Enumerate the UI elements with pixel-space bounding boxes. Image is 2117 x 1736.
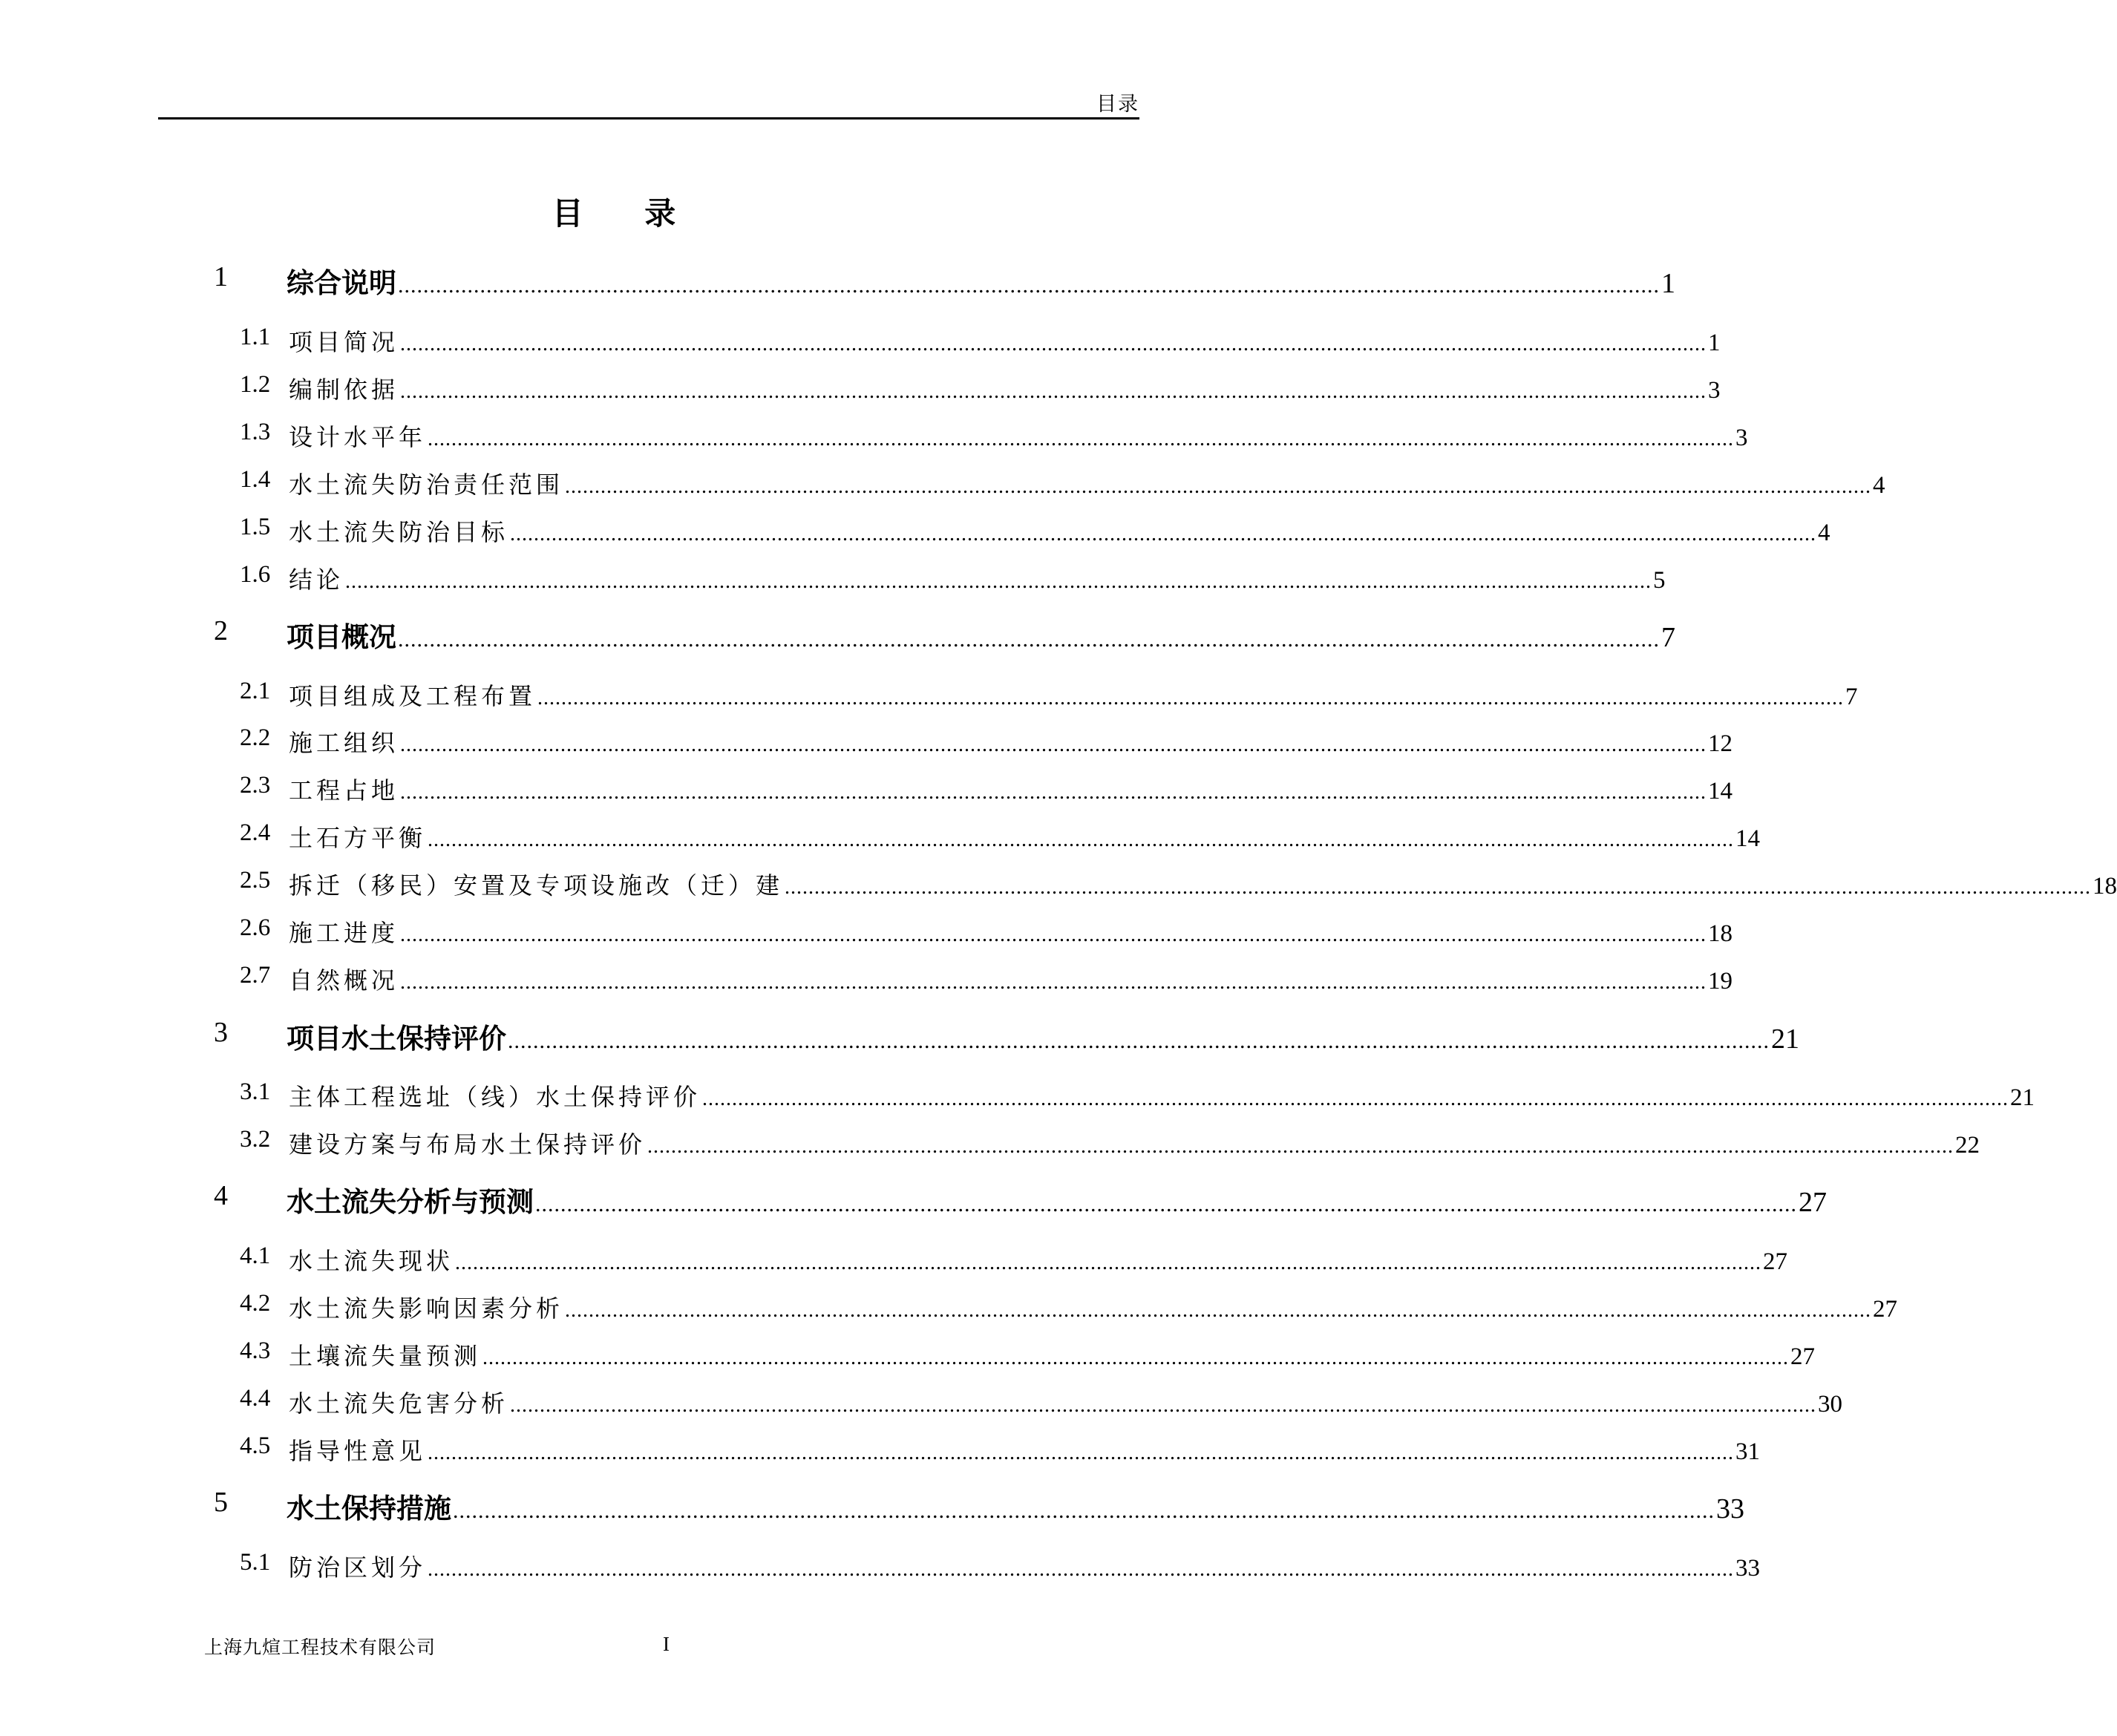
toc-section-entry[interactable] — [0, 1120, 1980, 1159]
toc-dot-leader: ............................................................................................................................................................................................................................ — [702, 1087, 2009, 1110]
toc-dot-leader: ............................................................................................................................................................................................................................ — [537, 687, 1845, 710]
toc-section-entry[interactable] — [0, 365, 1721, 404]
toc-entry-title: 防治区划分 — [289, 1553, 427, 1582]
toc-entry-title: 项目水土保持评价 — [287, 1023, 506, 1055]
toc-section-entry[interactable] — [0, 956, 1733, 995]
toc-entry-number: 2 — [214, 615, 228, 646]
toc-entry-number: 1.1 — [240, 324, 271, 350]
toc-section-entry[interactable] — [0, 318, 1721, 356]
toc-dot-leader: ........................................................................................................................................................................................................ — [398, 273, 1660, 298]
toc-entry-title: 土石方平衡 — [289, 824, 427, 852]
toc-dot-leader: ........................................................................................................................................................................................................ — [535, 1192, 1797, 1216]
toc-chapter-entry[interactable] — [0, 1010, 1799, 1055]
toc-entry-number: 4.5 — [240, 1432, 271, 1459]
toc-entry-page: 18 — [2093, 873, 2117, 900]
toc-entry-title: 编制依据 — [289, 376, 399, 404]
toc-entry-number: 1.3 — [240, 419, 271, 445]
toc-entry-title: 拆迁（移民）安置及专项设施改（迁）建 — [289, 871, 784, 900]
toc-dot-leader: ............................................................................................................................................................................................................................ — [428, 1558, 1735, 1581]
toc-section-entry[interactable] — [0, 413, 1748, 451]
toc-dot-leader: ............................................................................................................................................................................................................................ — [400, 380, 1707, 403]
toc-entry-title: 自然概况 — [289, 966, 399, 995]
toc-dot-leader: ............................................................................................................................................................................................................................ — [565, 1299, 1872, 1322]
toc-dot-leader: ............................................................................................................................................................................................................................ — [565, 475, 1872, 498]
toc-entry-number: 4.3 — [240, 1337, 271, 1364]
toc-chapter-entry[interactable] — [0, 255, 1675, 299]
toc-entry-title: 结论 — [289, 566, 344, 594]
toc-section-entry[interactable] — [0, 1072, 2035, 1111]
toc-entry-page: 21 — [1771, 1023, 1799, 1055]
toc-entry-page: 31 — [1735, 1438, 1761, 1465]
toc-section-entry[interactable] — [0, 1237, 1788, 1275]
toc-section-entry[interactable] — [0, 460, 1885, 499]
toc-entry-number: 2.3 — [240, 772, 271, 799]
toc-entry-number: 3.2 — [240, 1126, 271, 1153]
toc-dot-leader: ............................................................................................................................................................................................................................ — [400, 333, 1707, 356]
toc-entry-number: 2.5 — [240, 867, 271, 894]
toc-dot-leader: ............................................................................................................................................................................................................................ — [428, 1441, 1735, 1464]
toc-entry-number: 2.1 — [240, 678, 271, 704]
toc-section-entry[interactable] — [0, 1284, 1898, 1323]
toc-section-entry[interactable] — [0, 1379, 1843, 1418]
toc-section-entry[interactable] — [0, 508, 1830, 546]
toc-dot-leader: ............................................................................................................................................................................................................................ — [510, 1394, 1817, 1417]
toc-section-entry[interactable] — [0, 555, 1666, 594]
toc-entry-title: 水土流失防治目标 — [289, 518, 509, 546]
toc-entry-title: 水土保持措施 — [287, 1493, 451, 1524]
toc-entry-page: 7 — [1661, 622, 1675, 653]
toc-entry-page: 21 — [2010, 1084, 2035, 1111]
toc-entry-number: 3.1 — [240, 1078, 271, 1105]
toc-entry-number: 4.2 — [240, 1290, 271, 1317]
toc-dot-leader: ............................................................................................................................................................................................................................ — [785, 876, 2092, 899]
toc-entry-page: 33 — [1716, 1493, 1744, 1524]
toc-dot-leader: ............................................................................................................................................................................................................................ — [455, 1251, 1762, 1274]
toc-entry-page: 14 — [1735, 825, 1761, 852]
toc-entry-page: 4 — [1818, 520, 1830, 546]
toc-entry-title: 设计水平年 — [289, 423, 427, 451]
toc-entry-page: 4 — [1873, 472, 1885, 499]
toc-section-entry[interactable] — [0, 813, 1761, 852]
toc-entry-number: 1.6 — [240, 561, 271, 588]
toc-entry-page: 1 — [1661, 268, 1675, 299]
toc-entry-title: 水土流失影响因素分析 — [289, 1294, 564, 1323]
footer-page-number: I — [663, 1633, 670, 1655]
header-label: 目录 — [1096, 93, 1139, 115]
footer-company-name: 上海九煊工程技术有限公司 — [204, 1638, 436, 1658]
toc-entry-page: 1 — [1708, 330, 1721, 356]
toc-entry-number: 2.2 — [240, 724, 271, 751]
toc-entry-page: 3 — [1735, 425, 1748, 451]
toc-dot-leader: ............................................................................................................................................................................................................................ — [400, 923, 1707, 946]
toc-entry-title: 水土流失现状 — [289, 1247, 454, 1275]
toc-entry-page: 18 — [1708, 920, 1733, 947]
toc-entry-page: 27 — [1873, 1296, 1898, 1323]
toc-entry-title: 土壤流失量预测 — [289, 1342, 482, 1370]
toc-entry-page: 27 — [1763, 1248, 1788, 1275]
toc-dot-leader: ........................................................................................................................................................................................................ — [398, 627, 1660, 652]
toc-section-entry[interactable] — [0, 672, 1858, 710]
page-footer — [0, 1633, 1228, 1663]
toc-entry-number: 4.4 — [240, 1385, 271, 1412]
toc-entry-number: 1.2 — [240, 371, 271, 398]
toc-entry-page: 5 — [1653, 567, 1666, 594]
toc-entry-title: 综合说明 — [287, 267, 396, 299]
toc-entry-page: 30 — [1818, 1391, 1843, 1418]
toc-entry-title: 指导性意见 — [289, 1437, 427, 1465]
toc-dot-leader: ............................................................................................................................................................................................................................ — [400, 781, 1707, 804]
toc-entry-page: 7 — [1845, 684, 1858, 710]
toc-dot-leader: ............................................................................................................................................................................................................................ — [400, 733, 1707, 756]
toc-entry-number: 5.1 — [240, 1549, 271, 1576]
toc-entry-page: 3 — [1708, 377, 1721, 404]
toc-section-entry[interactable] — [0, 908, 1733, 947]
toc-entry-title: 水土流失危害分析 — [289, 1389, 509, 1418]
toc-entry-title: 项目组成及工程布置 — [289, 682, 537, 710]
toc-chapter-entry[interactable] — [0, 1480, 1744, 1524]
toc-section-entry[interactable] — [0, 1427, 1761, 1465]
toc-entry-title: 建设方案与布局水土保持评价 — [289, 1130, 647, 1159]
toc-entry-title: 施工进度 — [289, 919, 399, 947]
toc-dot-leader: ............................................................................................................................................................................................................................ — [428, 428, 1735, 451]
toc-section-entry[interactable] — [0, 1543, 1761, 1582]
toc-dot-leader: ............................................................................................................................................................................................................................ — [400, 971, 1707, 994]
toc-entry-number: 2.4 — [240, 819, 271, 846]
toc-entry-page: 19 — [1708, 968, 1733, 995]
toc-entry-number: 4.1 — [240, 1242, 271, 1269]
toc-dot-leader: ........................................................................................................................................................................................................ — [508, 1029, 1770, 1053]
toc-entry-page: 22 — [1955, 1132, 1980, 1159]
toc-chapter-entry[interactable] — [0, 1173, 1827, 1218]
toc-entry-title: 项目概况 — [287, 621, 396, 653]
toc-entry-number: 1.4 — [240, 466, 271, 493]
toc-entry-page: 12 — [1708, 730, 1733, 757]
toc-entry-number: 1 — [214, 261, 228, 292]
toc-dot-leader: ............................................................................................................................................................................................................................ — [345, 570, 1652, 593]
toc-entry-number: 5 — [214, 1487, 228, 1518]
toc-entry-number: 4 — [214, 1180, 228, 1211]
toc-dot-leader: ............................................................................................................................................................................................................................ — [647, 1135, 1954, 1158]
toc-entry-number: 3 — [214, 1017, 228, 1048]
toc-entry-title: 水土流失防治责任范围 — [289, 471, 564, 499]
toc-entry-title: 工程占地 — [289, 776, 399, 805]
toc-entry-title: 施工组织 — [289, 729, 399, 757]
toc-entry-page: 33 — [1735, 1555, 1761, 1582]
toc-entry-page: 14 — [1708, 778, 1733, 805]
toc-entry-title: 水土流失分析与预测 — [287, 1186, 534, 1218]
toc-dot-leader: ............................................................................................................................................................................................................................ — [428, 828, 1735, 851]
toc-section-entry[interactable] — [0, 718, 1733, 757]
toc-entry-page: 27 — [1799, 1187, 1827, 1218]
toc-section-entry[interactable] — [0, 861, 2117, 900]
toc-entry-number: 1.5 — [240, 514, 271, 540]
toc-entry-number: 2.6 — [240, 914, 271, 941]
toc-entry-page: 27 — [1790, 1343, 1816, 1370]
toc-entry-number: 2.7 — [240, 962, 271, 989]
toc-dot-leader: ............................................................................................................................................................................................................................ — [510, 523, 1817, 546]
toc-entry-title: 主体工程选址（线）水土保持评价 — [289, 1083, 701, 1111]
toc-chapter-entry[interactable] — [0, 609, 1675, 653]
toc-section-entry[interactable] — [0, 1332, 1816, 1370]
toc-dot-leader: ........................................................................................................................................................................................................ — [453, 1498, 1715, 1523]
toc-dot-leader: ............................................................................................................................................................................................................................ — [482, 1346, 1790, 1369]
toc-section-entry[interactable] — [0, 766, 1733, 805]
toc-entry-title: 项目简况 — [289, 328, 399, 356]
toc-title: 目 录 — [552, 195, 701, 232]
